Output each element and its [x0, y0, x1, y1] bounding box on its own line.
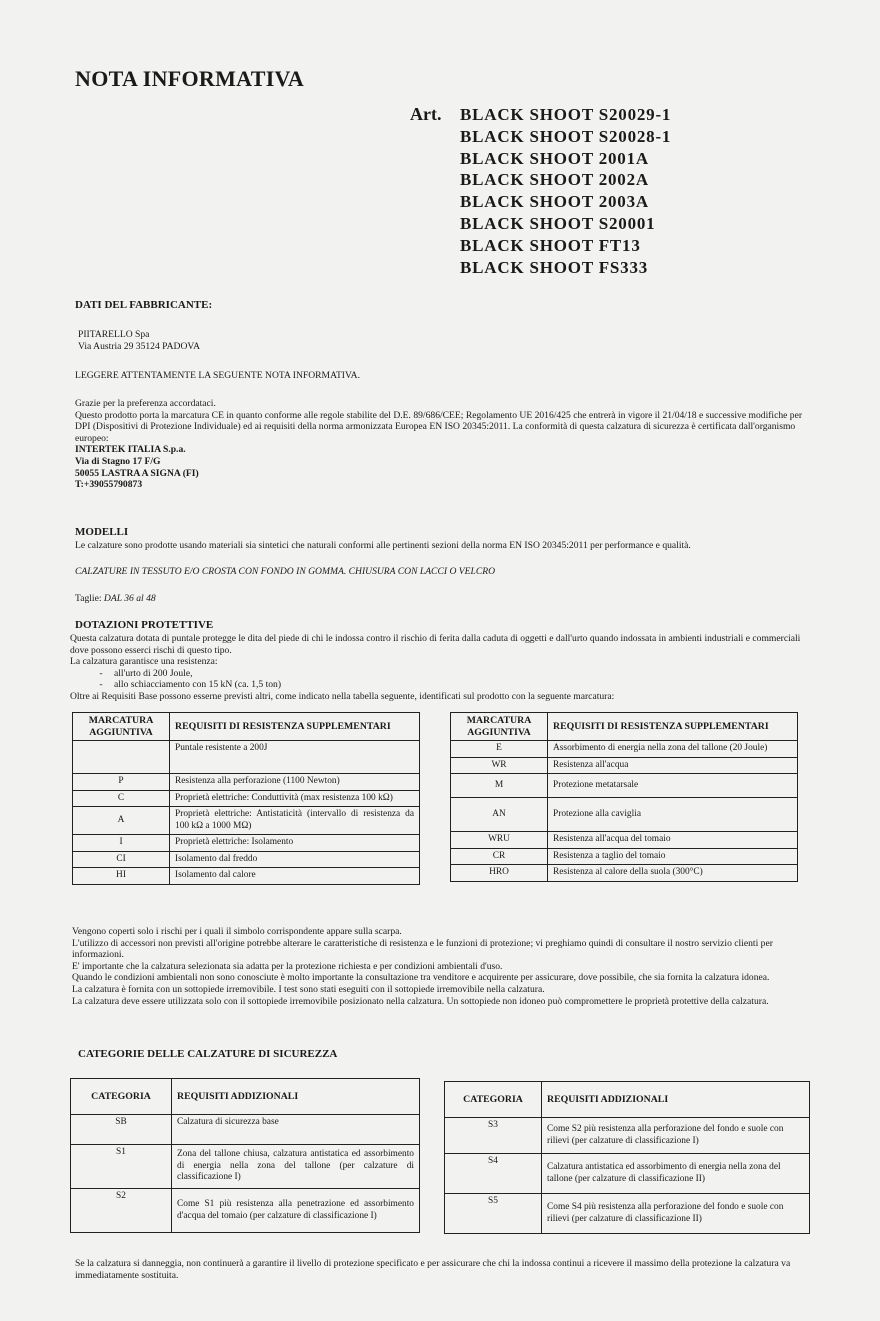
manufacturer-heading: DATI DEL FABBRICANTE: [75, 299, 213, 311]
article-item: BLACK SHOOT S20029-1 [460, 105, 672, 124]
table-row: WRU Resistenza all'acqua del tomaio [451, 832, 798, 849]
categories-heading: CATEGORIE DELLE CALZATURE DI SICUREZZA [78, 1048, 338, 1060]
ce-block [75, 398, 805, 491]
article-item: BLACK SHOOT 2002A [460, 170, 649, 190]
table-row: S4 Calzatura antistatica ed assorbimento di energia nella zona del tallone (per calzature di classificazione II) [445, 1154, 810, 1194]
column-header: MARCATURA AGGIUNTIVA [451, 713, 548, 741]
marking-table-left [72, 712, 420, 885]
table-header-row [445, 1082, 810, 1118]
notified-body-name: INTERTEK ITALIA S.p.a. [75, 444, 186, 456]
table-row: S1 Zona del tallone chiusa, calzatura antistatica ed assorbimento di energia nella zona del tallone (per calzature di classificazione I) [71, 1145, 420, 1189]
table-row: HI Isolamento dal calore [73, 868, 420, 885]
footer-note: Se la calzatura si danneggia, non continuerà a garantire il livello di protezione specificato e per assicurare che chi la indossa continui a ricevere il massimo della protezione la calzatura va immediatamente sostituita. [75, 1258, 791, 1281]
sizes-value: DAL 36 al 48 [103, 593, 156, 604]
table-row: P Resistenza alla perforazione (1100 Newton) [73, 774, 420, 791]
column-header: REQUISITI DI RESISTENZA SUPPLEMENTARI [170, 713, 420, 741]
manufacturer-address: Via Austria 29 35124 PADOVA [78, 340, 201, 352]
table-row: S3 Come S2 più resistenza alla perforazione del fondo e suole con rilievi (per calzature di classificazione I) [445, 1118, 810, 1154]
column-header: REQUISITI ADDIZIONALI [172, 1079, 420, 1115]
read-notice: LEGGERE ATTENTAMENTE LA SEGUENTE NOTA INFORMATIVA. [75, 370, 361, 381]
table-row: SB Calzatura di sicurezza base [71, 1115, 420, 1145]
table-row: WR Resistenza all'acqua [451, 757, 798, 774]
manufacturer-name: PIITARELLO Spa [78, 329, 150, 340]
column-header: CATEGORIA [445, 1082, 542, 1118]
protections-guarantee: La calzatura garantisce una resistenza: [70, 656, 218, 668]
table-header-row [71, 1079, 420, 1115]
table-row: HRO Resistenza al calore della suola (300°C) [451, 865, 798, 882]
note-text: La calzatura deve essere utilizzata solo con il sottopiede irremovibile posizionato nella calzatura. Un sottopiede non idoneo può compromettere le proprietà protettive della calzatura. [72, 995, 769, 1007]
column-header: REQUISITI DI RESISTENZA SUPPLEMENTARI [548, 713, 798, 741]
categories-table-left [70, 1078, 420, 1233]
article-item: BLACK SHOOT S20001 [460, 213, 656, 233]
article-item: BLACK SHOOT FS333 [460, 257, 649, 277]
notified-body-city: 50055 LASTRA A SIGNA (FI) [75, 467, 199, 479]
notified-body-phone: T:+39055790873 [75, 479, 143, 491]
models-text: Le calzature sono prodotte usando materiali sia sintetici che naturali conformi alle pertinenti sezioni della norma EN ISO 20345:2011 per performance e qualità. [75, 540, 691, 551]
article-item: BLACK SHOOT S20028-1 [460, 126, 672, 146]
sizes-label: Taglie: [75, 593, 102, 604]
table-header-row [73, 713, 420, 741]
table-row: C Proprietà elettriche: Conduttività (max resistenza 100 kΩ) [73, 790, 420, 807]
table-row: CR Resistenza a taglio del tomaio [451, 848, 798, 865]
article-list [460, 104, 671, 278]
table-row: A Proprietà elettriche: Antistaticità (intervallo di resistenza da 100 kΩ a 1000 MΩ) [73, 807, 420, 835]
article-label: Art. [410, 104, 442, 124]
table-row: M Protezione metatarsale [451, 774, 798, 798]
manufacturer-block [78, 329, 200, 352]
models-heading: MODELLI [75, 526, 129, 538]
article-item: BLACK SHOOT 2001A [460, 148, 649, 168]
models-description: CALZATURE IN TESSUTO E/O CROSTA CON FONDO IN GOMMA. CHIUSURA CON LACCI O VELCRO [75, 566, 496, 577]
marking-table-right [450, 712, 798, 882]
bullet-item: - all'urto di 200 Joule, [99, 667, 193, 679]
table-row: Puntale resistente a 200J [73, 741, 420, 774]
table-row: CI Isolamento dal freddo [73, 851, 420, 868]
notes-block [72, 926, 807, 1007]
protections-intro: Questa calzatura dotata di puntale protegge le dita del piede di chi le indossa contro il rischio di ferita dalla caduta di oggetti e dall'urto quando indossata in ambienti industriali e commerciali dove possono esserci rischi di questo tipo. [70, 633, 801, 656]
note-text: La calzatura è fornita con un sottopiede irremovibile. I test sono stati eseguiti con il sottopiede irremovibile nella calzatura. [72, 983, 545, 995]
note-text: Quando le condizioni ambientali non sono conosciute è molto importante la consultazione tra venditore e acquirente per assicurare, dove possibile, che sia fornita la calzatura idonea. [72, 972, 770, 984]
article-item: BLACK SHOOT FT13 [460, 235, 641, 255]
protections-block [70, 633, 810, 703]
note-text: L'utilizzo di accessori non previsti all'origine potrebbe alterare le caratteristiche di resistenza e le funzioni di protezione; vi preghiamo quindi di consultare il nostro servizio clienti per informazioni. [72, 937, 773, 961]
table-header-row [451, 713, 798, 741]
column-header: MARCATURA AGGIUNTIVA [73, 713, 170, 741]
ce-text: Questo prodotto porta la marcatura CE in quanto conforme alle regole stabilite del D.E. 89/686/CEE; Regolamento UE 2016/425 che entrerà in vigore il 21/04/18 e successive modifiche per DPI (Dispositivi di Protezione Individuale) ed ai requisiti della norma armonizzata Europea EN ISO 20345:2011. La conformità di questa calzatura di sicurezza è certificata dall'organismo europeo: [75, 409, 803, 444]
table-row: AN Protezione alla caviglia [451, 798, 798, 832]
note-text: Vengono coperti solo i rischi per i quali il simbolo corrispondente appare sulla scarpa. [72, 926, 402, 937]
table-intro: Oltre ai Requisiti Base possono esserne previsti altri, come indicato nella tabella seguente, identificati sul prodotto con la seguente marcatura: [70, 690, 615, 702]
protections-heading: DOTAZIONI PROTETTIVE [75, 619, 214, 631]
article-item: BLACK SHOOT 2003A [460, 192, 649, 212]
sizes-line [75, 593, 156, 605]
column-header: REQUISITI ADDIZIONALI [542, 1082, 810, 1118]
table-row: S5 Come S4 più resistenza alla perforazione del fondo e suole con rilievi (per calzature di classificazione II) [445, 1194, 810, 1234]
table-row: S2 Come S1 più resistenza alla penetrazione ed assorbimento d'acqua del tomaio (per calzature di classificazione I) [71, 1189, 420, 1233]
page-title: NOTA INFORMATIVA [75, 66, 305, 91]
table-row: E Assorbimento di energia nella zona del tallone (20 Joule) [451, 741, 798, 758]
column-header: CATEGORIA [71, 1079, 172, 1115]
bullet-item: - allo schiacciamento con 15 kN (ca. 1,5 ton) [99, 679, 282, 691]
table-row: I Proprietà elettriche: Isolamento [73, 835, 420, 852]
note-text: E' importante che la calzatura selezionata sia adatta per la protezione richiesta e per condizioni ambientali d'uso. [72, 960, 503, 972]
categories-table-right [444, 1081, 810, 1234]
thanks-text: Grazie per la preferenza accordataci. [75, 398, 216, 409]
notified-body-street: Via di Stagno 17 F/G [75, 455, 161, 467]
